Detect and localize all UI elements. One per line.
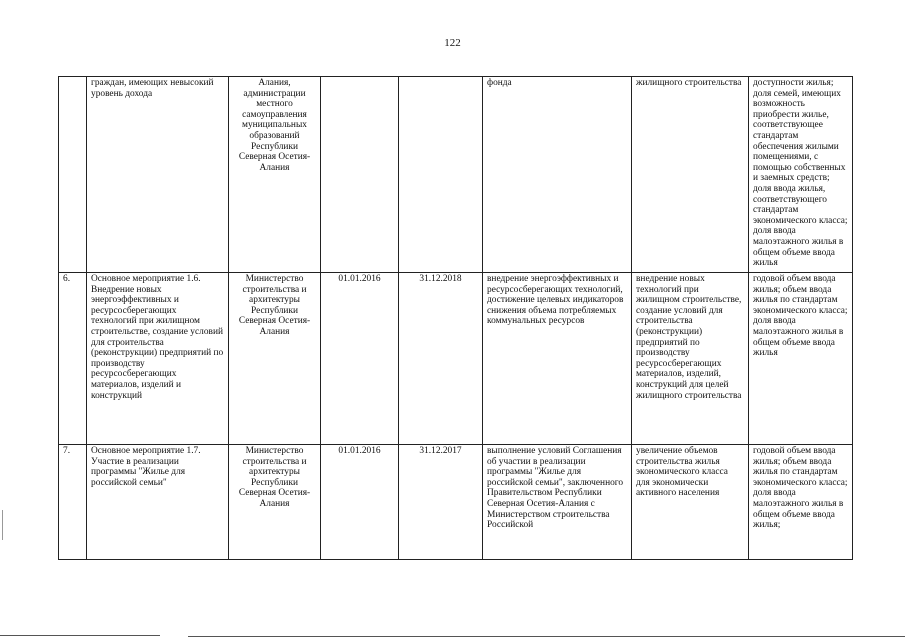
measures-table xyxy=(58,76,853,560)
page-number: 122 xyxy=(444,37,461,49)
scan-margin-mark xyxy=(2,510,3,540)
start-date-cell: 01.01.2016 xyxy=(321,445,399,560)
scan-bottom-line-left xyxy=(0,635,160,636)
executor-cell: Министерство строительства и архитектуры Республики Северная Осетия-Алания xyxy=(229,445,321,560)
row-number-cell xyxy=(59,77,87,273)
table-row xyxy=(59,445,853,560)
expected-result-cell: внедрение энергоэффективных и ресурсосберегающих технологий, достижение целевых индикаторов снижения объема потребляемых коммунальных ресурсов xyxy=(483,273,632,445)
indicators-cell: доступности жилья; доля семей, имеющих возможность приобрести жилье, соответствующее стандартам обеспечения жилыми помещениями, с помощью собственных и заемных средств; доля ввода жилья, соответствующего стандартам экономического класса; доля ввода малоэтажного жилья в общем объеме ввода жилья xyxy=(749,77,853,273)
row-number-cell: 6. xyxy=(59,273,87,445)
indicators-cell: годовой объем ввода жилья; объем ввода жилья по стандартам экономического класса; доля ввода малоэтажного жилья в общем объеме ввода жилья xyxy=(749,273,853,445)
consequence-cell: внедрение новых технологий при жилищном строительстве, создание условий для строительства (реконструкции) предприятий по производству ресурсосберегающих материалов, изделий, конструкций для целей жилищного строительства xyxy=(632,273,749,445)
table-row xyxy=(59,273,853,445)
expected-result-cell: фонда xyxy=(483,77,632,273)
end-date-cell: 31.12.2017 xyxy=(399,445,483,560)
executor-cell: Алания, администрации местного самоуправления муниципальных образований Республики Северная Осетия-Алания xyxy=(229,77,321,273)
consequence-cell: увеличение объемов строительства жилья экономического класса для экономически активного населения xyxy=(632,445,749,560)
measure-name-cell: Основное мероприятие 1.7. Участие в реализации программы "Жилье для российской семьи" xyxy=(87,445,229,560)
expected-result-cell: выполнение условий Соглашения об участии в реализации программы "Жилье для российской семьи", заключенного Правительством Республики Северная Осетия-Алания с Министерством строительства Российской xyxy=(483,445,632,560)
scan-bottom-line-right xyxy=(188,636,905,637)
measure-name-cell: Основное мероприятие 1.6. Внедрение новых энергоэффективных и ресурсосберегающих технологий при жилищном строительстве, создание условий для строительства (реконструкции) предприятий по производству ресурсосберегающих материалов, изделий и конструкций xyxy=(87,273,229,445)
row-number-cell: 7. xyxy=(59,445,87,560)
table-row xyxy=(59,77,853,273)
end-date-cell xyxy=(399,77,483,273)
measure-name-cell: граждан, имеющих невысокий уровень дохода xyxy=(87,77,229,273)
indicators-cell: годовой объем ввода жилья; объем ввода жилья по стандартам экономического класса; доля ввода малоэтажного жилья в общем объеме ввода жилья; xyxy=(749,445,853,560)
consequence-cell: жилищного строительства xyxy=(632,77,749,273)
start-date-cell xyxy=(321,77,399,273)
start-date-cell: 01.01.2016 xyxy=(321,273,399,445)
end-date-cell: 31.12.2018 xyxy=(399,273,483,445)
executor-cell: Министерство строительства и архитектуры Республики Северная Осетия-Алания xyxy=(229,273,321,445)
